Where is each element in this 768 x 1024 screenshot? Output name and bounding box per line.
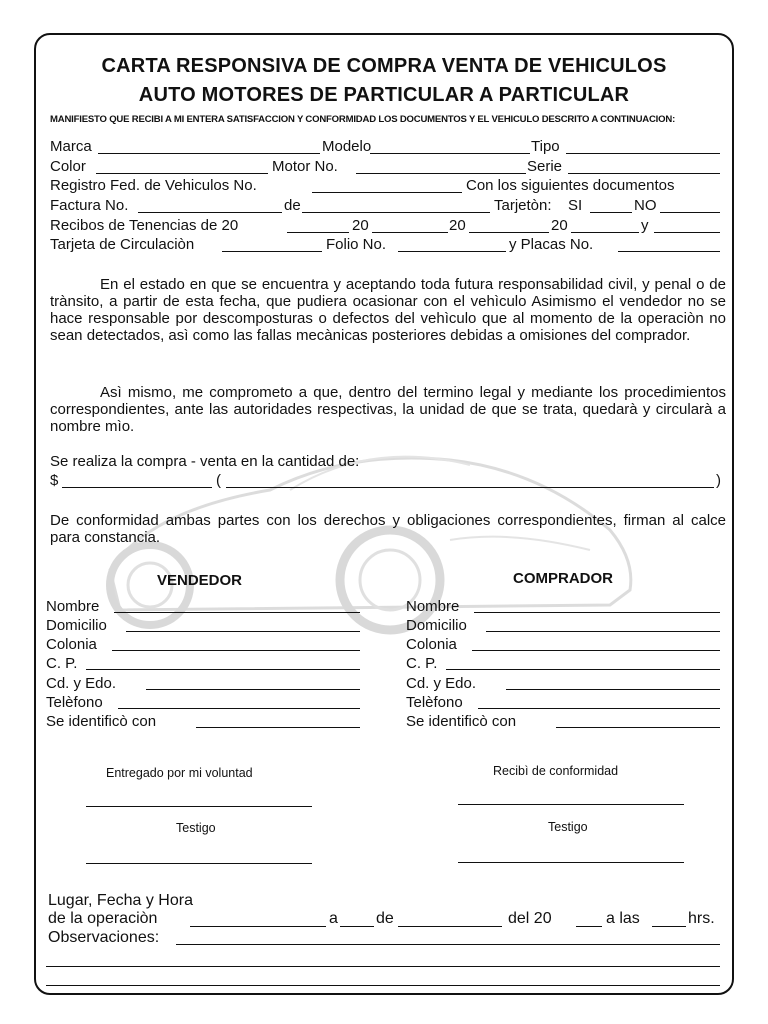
- comprador-label-identifico: Se identificò con: [406, 713, 517, 730]
- tenencia-2-field[interactable]: [372, 232, 448, 233]
- comprador-label-cp: C. P.: [406, 655, 438, 672]
- label-color: Color: [50, 158, 86, 175]
- label-operacion: de la operaciòn: [48, 910, 158, 927]
- tarjeton-si-field[interactable]: [590, 212, 632, 213]
- vendedor-label-nombre: Nombre: [46, 598, 100, 615]
- comprador-header: COMPRADOR: [513, 570, 613, 587]
- vendedor-label-colonia: Colonia: [46, 636, 97, 653]
- label-serie: Serie: [527, 158, 563, 175]
- paren-close: ): [716, 472, 721, 489]
- label-20-b: 20: [449, 217, 466, 234]
- vendedor-label-cdedo: Cd. y Edo.: [46, 675, 117, 692]
- label-lugar: Lugar, Fecha y Hora: [48, 892, 193, 909]
- manifest-text: MANIFIESTO QUE RECIBI A MI ENTERA SATISFACCION Y CONFORMIDAD LOS DOCUMENTOS Y EL VEHICULO DESCRITO A CONTINUACION:: [50, 114, 676, 125]
- label-y: y: [641, 217, 649, 234]
- label-tarjeton: Tarjetòn:: [494, 197, 552, 214]
- label-observaciones: Observaciones:: [48, 929, 160, 946]
- caption-testigo-right: Testigo: [548, 820, 588, 834]
- label-a-las: a las: [606, 910, 640, 927]
- label-si: SI: [568, 197, 583, 214]
- vendedor-cp-field[interactable]: [86, 669, 360, 670]
- comprador-cp-field[interactable]: [446, 669, 720, 670]
- dia-field[interactable]: [340, 926, 374, 927]
- label-20-a: 20: [352, 217, 369, 234]
- comprador-cdedo-field[interactable]: [506, 689, 720, 690]
- label-de: de: [284, 197, 301, 214]
- amount-number-field[interactable]: [62, 487, 212, 488]
- comprador-domicilio-field[interactable]: [486, 631, 720, 632]
- vendedor-label-cp: C. P.: [46, 655, 78, 672]
- vendedor-colonia-field[interactable]: [112, 650, 360, 651]
- amount-words-field[interactable]: [226, 487, 714, 488]
- label-del-20: del 20: [508, 910, 552, 927]
- comprador-label-telefono: Telèfono: [406, 694, 463, 711]
- label-de-footer: de: [376, 910, 394, 927]
- tenencia-3-field[interactable]: [469, 232, 549, 233]
- label-recibos: Recibos de Tenencias de 20: [50, 217, 239, 234]
- comprador-label-nombre: Nombre: [406, 598, 460, 615]
- placas-field[interactable]: [618, 251, 720, 252]
- paren-open: (: [216, 472, 221, 489]
- tarjeton-no-field[interactable]: [660, 212, 720, 213]
- comprador-colonia-field[interactable]: [472, 650, 720, 651]
- modelo-field[interactable]: [370, 153, 530, 154]
- vendedor-domicilio-field[interactable]: [126, 631, 360, 632]
- label-con-docs: Con los siguientes documentos: [466, 177, 675, 194]
- observaciones-line-3[interactable]: [46, 985, 720, 986]
- signature-line-testigo-right[interactable]: [458, 862, 684, 863]
- anio-field[interactable]: [576, 926, 602, 927]
- title-line-2: AUTO MOTORES DE PARTICULAR A PARTICULAR: [138, 84, 630, 106]
- signature-line-testigo-left[interactable]: [86, 863, 312, 864]
- marca-field[interactable]: [98, 153, 320, 154]
- vendedor-header: VENDEDOR: [157, 572, 243, 589]
- label-motor: Motor No.: [272, 158, 338, 175]
- comprador-telefono-field[interactable]: [478, 708, 720, 709]
- tipo-field[interactable]: [566, 153, 720, 154]
- label-folio: Folio No.: [326, 236, 387, 253]
- caption-recibi: Recibì de conformidad: [493, 764, 619, 778]
- vendedor-telefono-field[interactable]: [118, 708, 360, 709]
- vendedor-nombre-field[interactable]: [114, 612, 360, 613]
- label-marca: Marca: [50, 138, 92, 155]
- label-factura: Factura No.: [50, 197, 129, 214]
- title-line-1: CARTA RESPONSIVA DE COMPRA VENTA DE VEHICULOS: [101, 55, 667, 77]
- folio-field[interactable]: [398, 251, 506, 252]
- vendedor-identifico-field[interactable]: [196, 727, 360, 728]
- tenencia-5-field[interactable]: [654, 232, 720, 233]
- label-no: NO: [634, 197, 657, 214]
- label-hrs: hrs.: [688, 910, 715, 927]
- comprador-label-cdedo: Cd. y Edo.: [406, 675, 477, 692]
- vendedor-cdedo-field[interactable]: [146, 689, 360, 690]
- label-a: a: [329, 910, 338, 927]
- caption-testigo-left: Testigo: [176, 821, 216, 835]
- serie-field[interactable]: [568, 173, 720, 174]
- color-field[interactable]: [96, 173, 268, 174]
- factura-field[interactable]: [138, 212, 282, 213]
- signature-line-comprador[interactable]: [458, 804, 684, 805]
- tarjeta-field[interactable]: [222, 251, 322, 252]
- label-modelo: Modelo: [322, 138, 372, 155]
- amount-label: Se realiza la compra - venta en la cantidad de:: [50, 453, 360, 470]
- label-20-c: 20: [551, 217, 568, 234]
- paragraph-responsabilidad: En el estado en que se encuentra y aceptando toda futura responsabilidad civil, y penal o de trànsito, a partir de esta fecha, que pudiera ocasionar con el vehìculo Asimismo el vendedor no se hace responsable por descomposturas o defectos del vehìculo que al momento de la operaciòn no sean detectados, asì como las fallas mecànicas posteriores debidas a omisiones del comprador.: [50, 276, 726, 344]
- registro-field[interactable]: [312, 192, 462, 193]
- comprador-label-domicilio: Domicilio: [406, 617, 467, 634]
- vendedor-label-identifico: Se identificò con: [46, 713, 157, 730]
- dollar-sign: $: [50, 472, 59, 489]
- tenencia-4-field[interactable]: [571, 232, 639, 233]
- factura-de-field[interactable]: [302, 212, 490, 213]
- observaciones-line-2[interactable]: [46, 966, 720, 967]
- signature-line-vendedor[interactable]: [86, 806, 312, 807]
- observaciones-field[interactable]: [176, 944, 720, 945]
- paragraph-compromiso: Asì mismo, me comprometo a que, dentro del termino legal y mediante los procedimientos correspondientes, ante las autoridades respectivas, la unidad de que se trata, quedarà y circularà a nombre mìo.: [50, 384, 726, 435]
- mes-field[interactable]: [398, 926, 502, 927]
- label-placas: y Placas No.: [509, 236, 594, 253]
- vendedor-label-telefono: Telèfono: [46, 694, 103, 711]
- comprador-identifico-field[interactable]: [556, 727, 720, 728]
- vendedor-label-domicilio: Domicilio: [46, 617, 107, 634]
- comprador-nombre-field[interactable]: [474, 612, 720, 613]
- label-tipo: Tipo: [531, 138, 560, 155]
- tenencia-1-field[interactable]: [287, 232, 349, 233]
- paragraph-conformidad: De conformidad ambas partes con los derechos y obligaciones correspondientes, firman al calce para constancia.: [50, 512, 726, 546]
- motor-field[interactable]: [356, 173, 526, 174]
- hora-field[interactable]: [652, 926, 686, 927]
- comprador-label-colonia: Colonia: [406, 636, 457, 653]
- label-registro: Registro Fed. de Vehiculos No.: [50, 177, 257, 194]
- caption-entregado: Entregado por mi voluntad: [106, 766, 253, 780]
- lugar-field[interactable]: [190, 926, 326, 927]
- label-tarjeta: Tarjeta de Circulaciòn: [50, 236, 195, 253]
